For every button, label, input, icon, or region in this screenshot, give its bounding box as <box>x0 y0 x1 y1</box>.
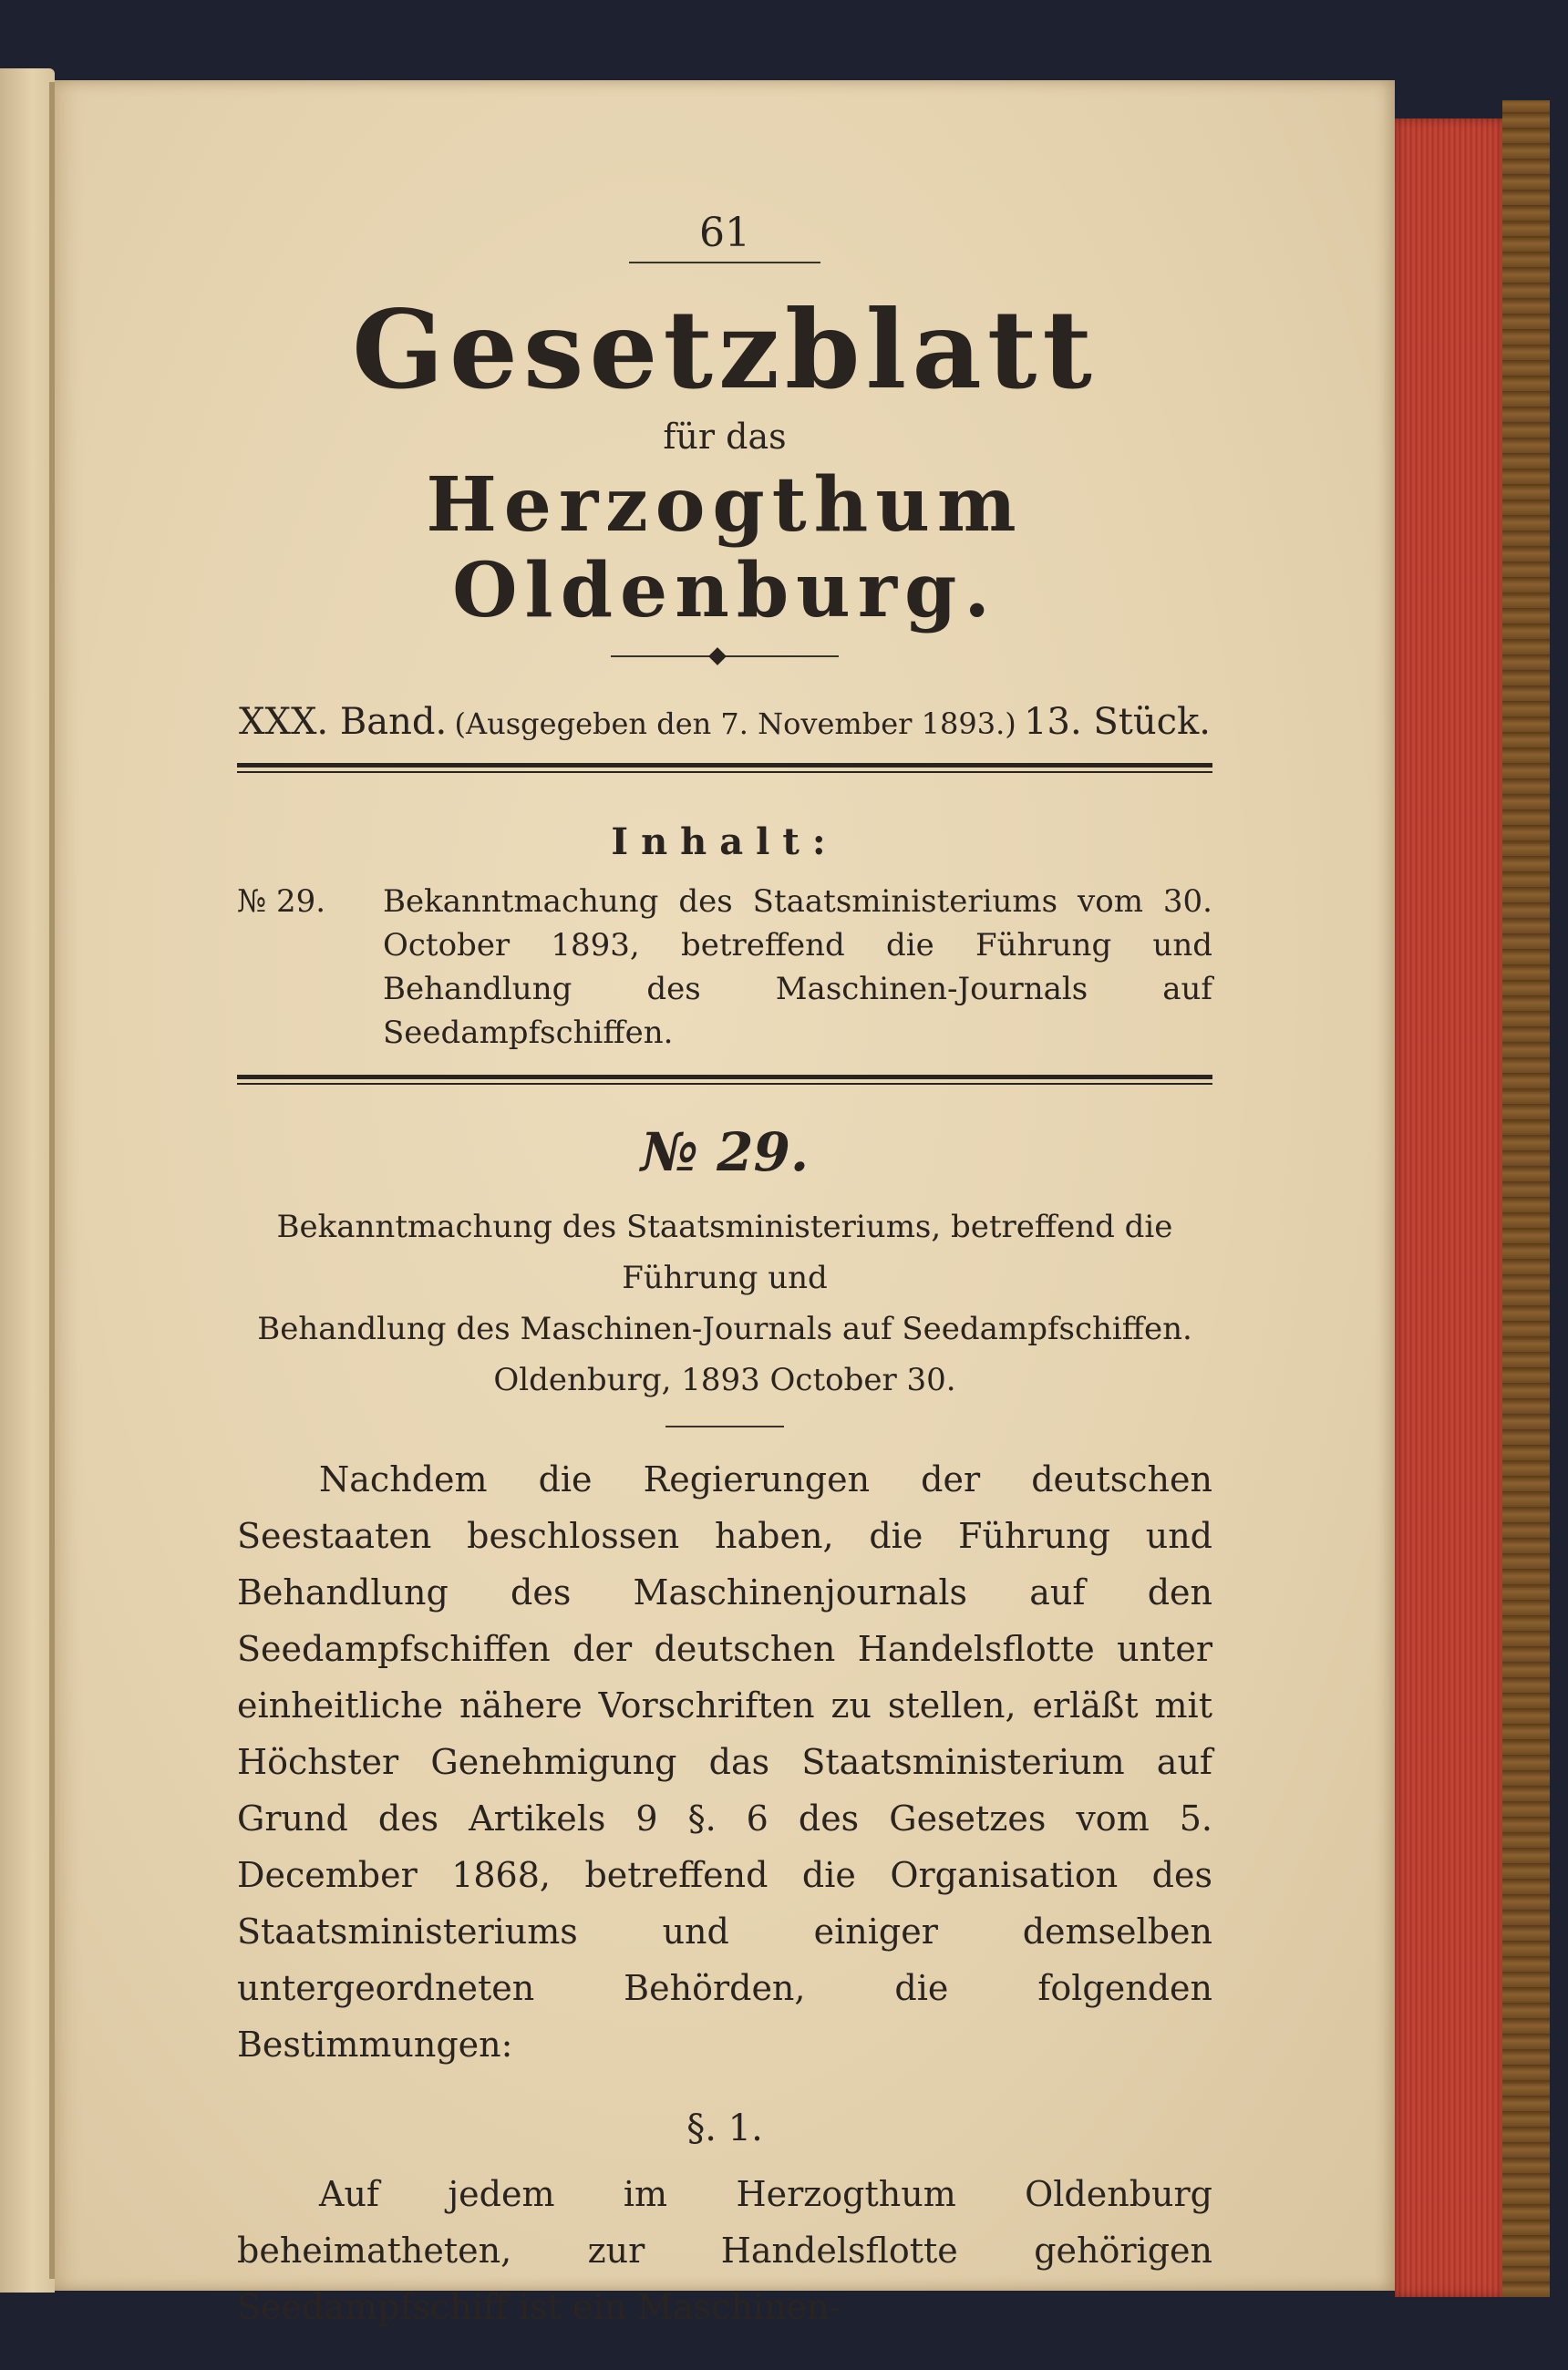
issue-band: XXX. Band. <box>239 701 448 744</box>
header-double-rule <box>237 763 1212 773</box>
publication-title: Gesetzblatt <box>352 286 1098 413</box>
section-title <box>237 1201 1212 1406</box>
left-page-edge <box>0 68 55 2293</box>
toc-entry <box>237 880 1212 1055</box>
title-connector: für das <box>663 416 787 457</box>
section-title-line-2: Behandlung des Maschinen-Journals auf Seedampfschiffen. <box>257 1311 1192 1348</box>
paragraph-1-text: Auf jedem im Herzogthum Oldenburg beheimatheten, zur Handelsflotte gehörigen Seedampfschiff ist ein Maschinen- <box>237 2174 1212 2328</box>
book-page-edges <box>1395 118 1504 2297</box>
toc-entry-text: Bekanntmachung des Staatsministeriums vom 30. October 1893, betreffend die Führung und Behandlung des Maschinen-Journals auf Seedampfschiffen. <box>383 883 1212 1052</box>
toc-entry-number: № 29. <box>237 883 326 921</box>
section-title-line-1: Bekanntmachung des Staatsministeriums, betreffend die Führung und <box>276 1209 1173 1297</box>
section-number: № 29. <box>640 1121 810 1184</box>
issue-date: (Ausgegeben den 7. November 1893.) <box>454 706 1016 742</box>
contents-double-rule <box>237 1075 1212 1085</box>
book-cover-edge <box>1502 100 1550 2297</box>
page-number: 61 <box>699 210 750 256</box>
section-rule <box>665 1426 784 1427</box>
intro-paragraph: Nachdem die Regierungen der deutschen Seestaaten beschlossen haben, die Führung und Behandlung des Maschinenjournals auf den Seedampfschiffen der deutschen Handelsflotte unter einheitliche nähere Vorschriften zu stellen, erläßt mit Höchster Genehmigung das Staatsministerium auf Grund des Artikels 9 §. 6 des Gesetzes vom 5. December 1868, betreffend die Organisation des Staatsministeriums und einiger demselben untergeordneten Behörden, die folgenden Bestimmungen: <box>237 1459 1212 2066</box>
page-number-rule <box>629 262 820 263</box>
page-content <box>237 210 1212 2370</box>
section-place-date: Oldenburg, 1893 October 30. <box>493 1362 956 1399</box>
issue-stueck: 13. Stück. <box>1024 701 1211 744</box>
title-ornament <box>611 650 839 663</box>
publication-subtitle: Herzogthum Oldenburg. <box>426 460 1024 635</box>
paragraph-1-heading: §. 1. <box>686 2107 763 2150</box>
issue-info <box>237 701 1212 743</box>
contents-heading: Inhalt: <box>611 820 839 864</box>
